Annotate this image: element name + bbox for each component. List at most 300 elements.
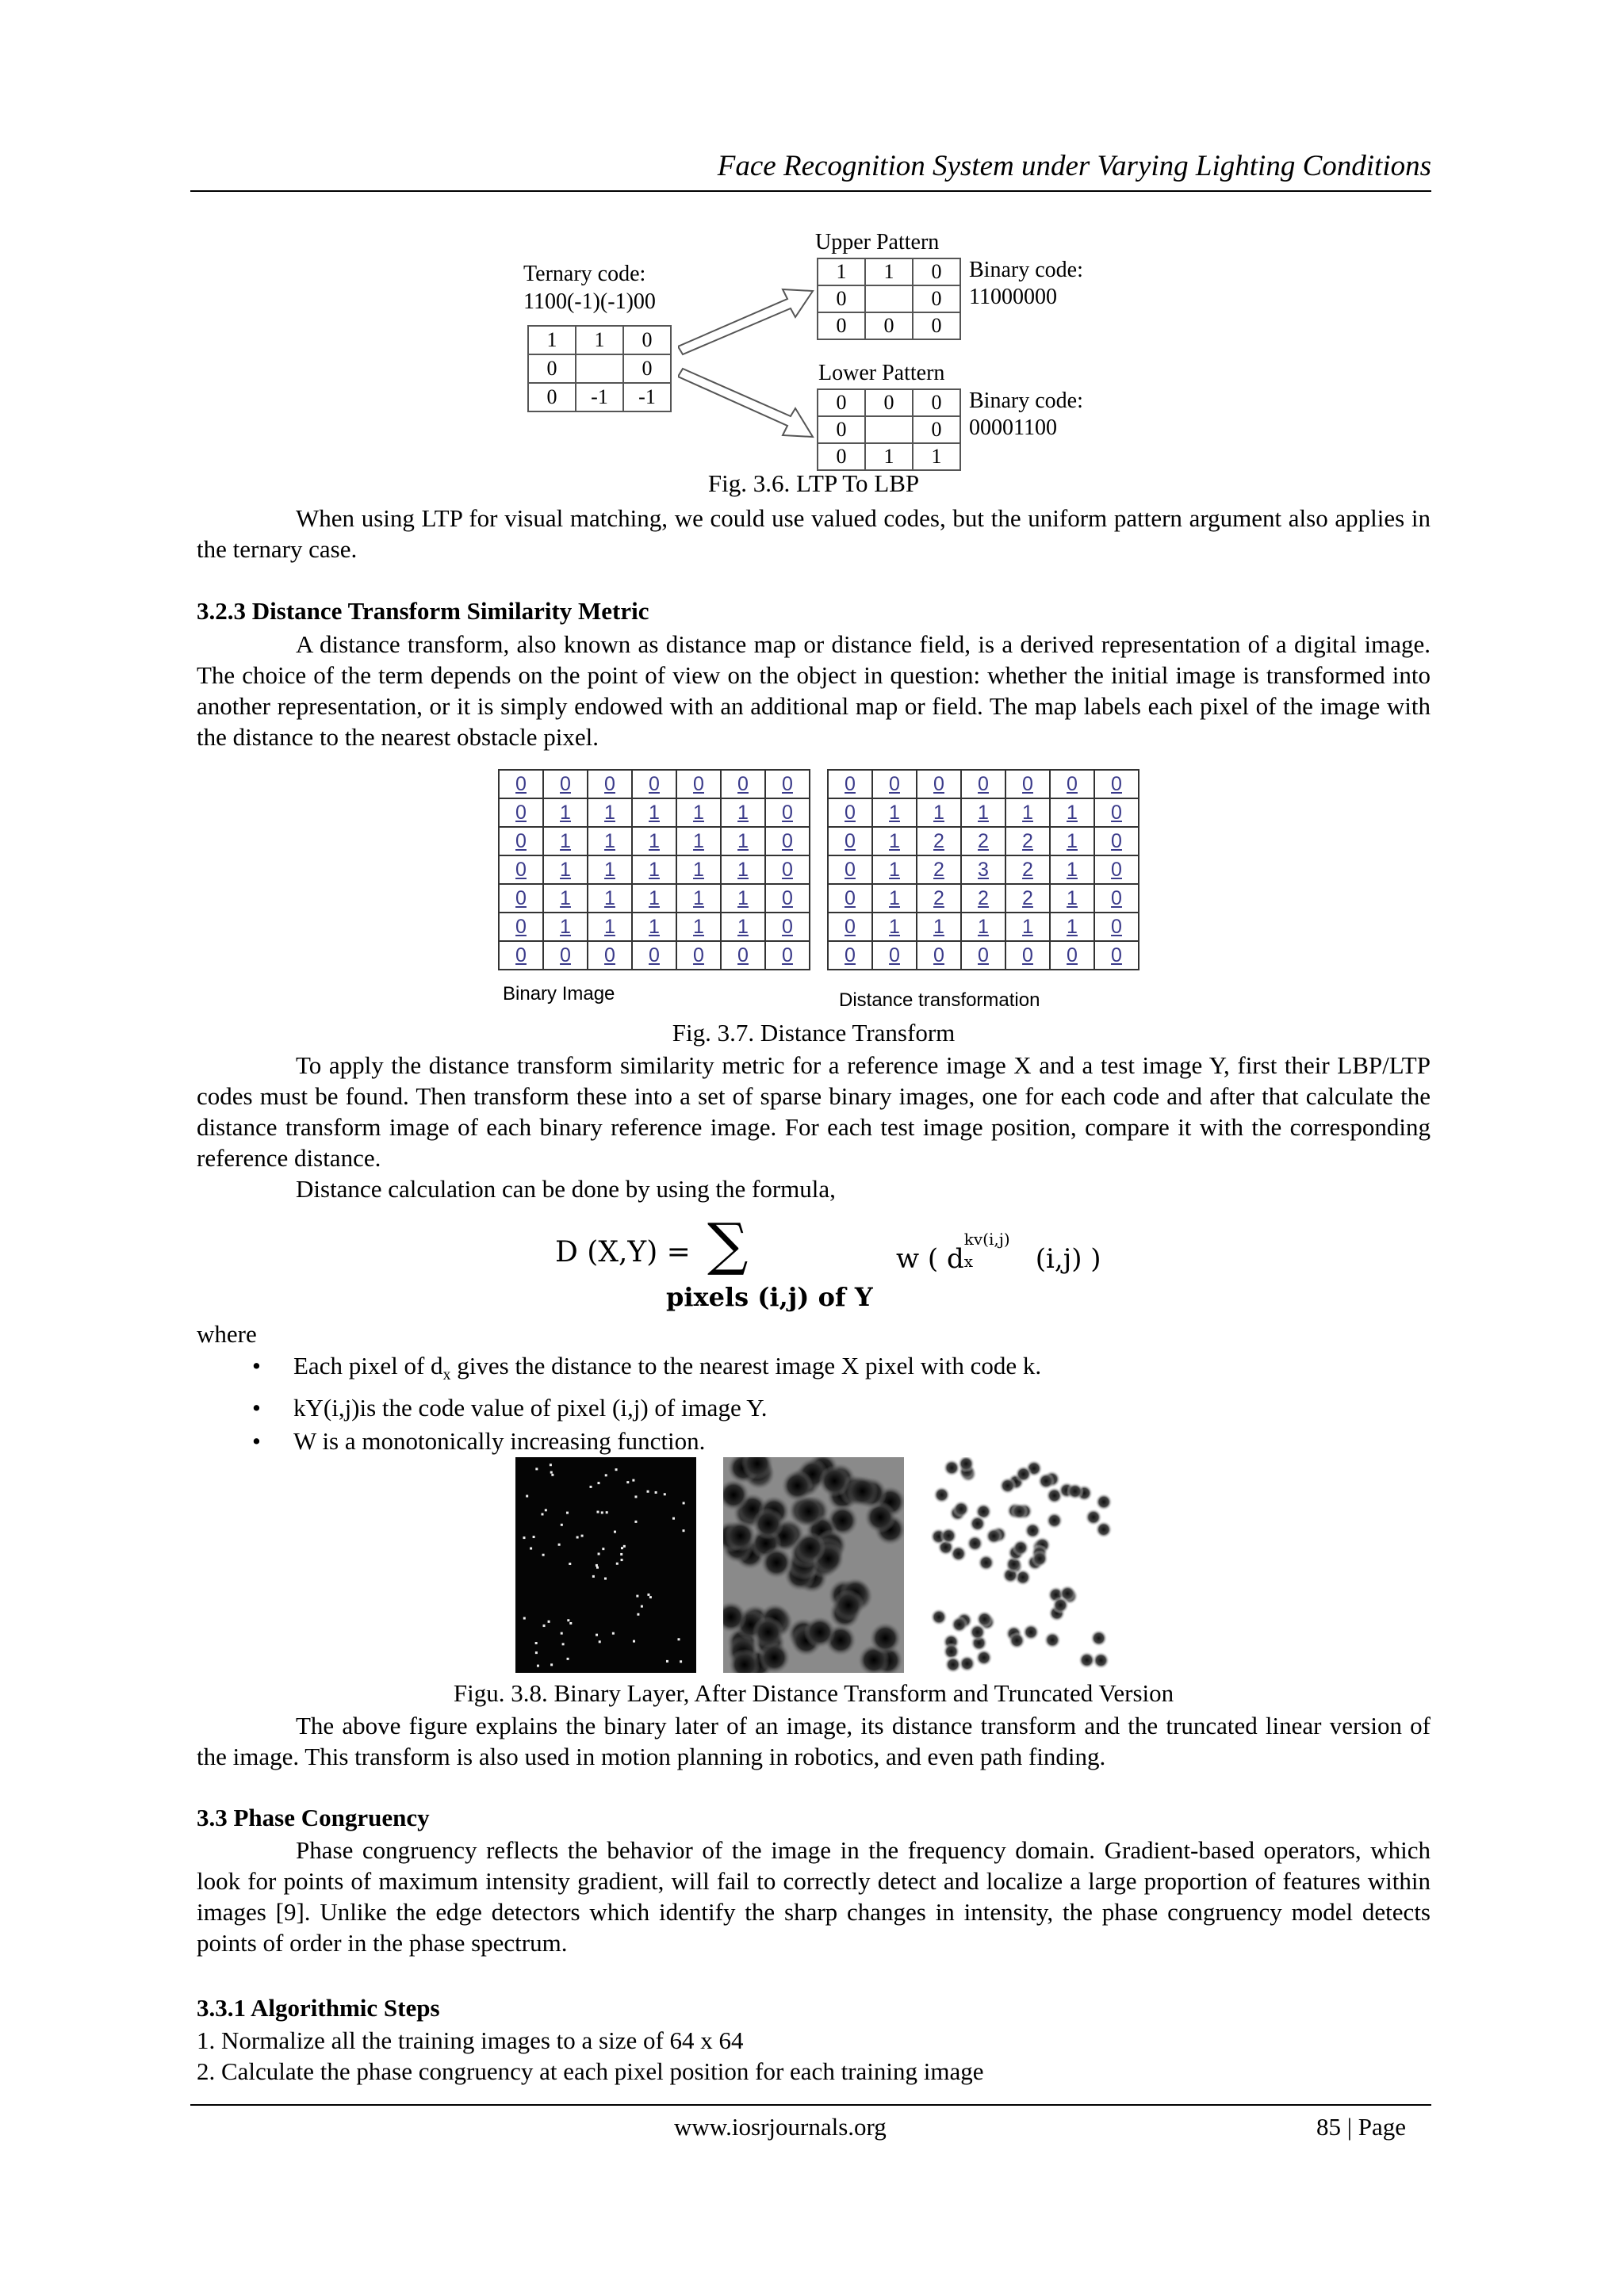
distance-blob — [760, 1547, 792, 1578]
truncated-blob — [944, 1656, 962, 1673]
grid-cell: 1 — [721, 827, 765, 855]
binary-pixel — [535, 1468, 538, 1470]
binary-pixel — [558, 1544, 561, 1546]
grid-row — [528, 383, 671, 411]
distance-blob — [725, 1520, 756, 1552]
grid-cell: 0 — [828, 798, 872, 827]
distance-blob — [818, 1465, 850, 1497]
footer-rule — [190, 2104, 1431, 2106]
grid-cell: 1 — [543, 913, 588, 941]
binary-pixel — [615, 1468, 618, 1471]
binary-pixel — [634, 1521, 637, 1523]
grid-cell: 1 — [917, 798, 961, 827]
running-header: Face Recognition System under Varying Lighting Conditions — [717, 150, 1431, 182]
grid-cell: 1 — [676, 855, 721, 884]
grid-cell: 0 — [765, 827, 810, 855]
truncated-blob — [1095, 1493, 1113, 1510]
grid-cell: 0 — [1050, 770, 1094, 798]
upper-binary-label: Binary code: — [969, 258, 1083, 282]
binary-pixel — [523, 1617, 526, 1620]
grid-cell: 2 — [917, 827, 961, 855]
grid-cell: 0 — [765, 855, 810, 884]
grid-cell: 0 — [543, 941, 588, 970]
grid-cell: 1 — [676, 913, 721, 941]
definition-item: • kY(i,j)is the code value of pixel (i,j) of image Y. — [197, 1391, 1431, 1425]
paragraph-figure-explanation: The above figure explains the binary later of an image, its distance transform and the truncated linear version of the image. This transform is also used in motion planning in robotics, and even path finding. — [197, 1712, 1431, 1770]
binary-pixel — [566, 1512, 569, 1514]
binary-pixel — [621, 1559, 623, 1561]
distance-transformation-label: Distance transformation — [839, 989, 1040, 1011]
grid-cell: 1 — [872, 798, 917, 827]
binary-pixel — [612, 1632, 615, 1635]
grid-row — [528, 354, 671, 383]
grid-cell: 0 — [828, 855, 872, 884]
grid-cell: 0 — [499, 884, 543, 913]
distance-blob — [753, 1617, 784, 1648]
binary-pixel — [601, 1511, 603, 1513]
grid-cell: 1 — [588, 884, 632, 913]
truncated-blob — [1031, 1550, 1048, 1567]
binary-pixel — [599, 1640, 601, 1643]
binary-pixel — [526, 1495, 528, 1498]
grid-cell: 1 — [588, 855, 632, 884]
grid-cell: 0 — [913, 416, 960, 443]
binary-pixel — [598, 1552, 600, 1555]
binary-pixel — [605, 1474, 607, 1476]
binary-pixel — [682, 1529, 684, 1532]
grid-cell: 1 — [872, 884, 917, 913]
distance-blob — [847, 1475, 879, 1507]
binary-pixel — [637, 1613, 639, 1616]
lower-pattern-label: Lower Pattern — [818, 361, 945, 385]
grid-row — [818, 258, 960, 285]
grid-cell: 0 — [961, 770, 1005, 798]
grid-cell: 0 — [765, 913, 810, 941]
where-label: where — [197, 1320, 257, 1348]
truncated-blob — [999, 1477, 1017, 1494]
bullet-icon: • — [252, 1394, 261, 1422]
binary-pixel — [614, 1531, 616, 1533]
binary-pixel — [561, 1632, 563, 1635]
truncated-blob — [1067, 1483, 1084, 1500]
truncated-blob — [1046, 1512, 1063, 1529]
binary-pixel — [634, 1495, 637, 1498]
binary-pixel — [550, 1663, 553, 1666]
grid-cell: 0 — [913, 312, 960, 339]
grid-cell: 0 — [528, 354, 576, 383]
truncated-blob — [975, 1649, 993, 1667]
grid-cell: 0 — [499, 798, 543, 827]
truncated-blob — [940, 1527, 957, 1544]
binary-pixel — [666, 1660, 668, 1663]
binary-pixel — [562, 1643, 565, 1645]
grid-cell: 3 — [961, 855, 1005, 884]
grid-cell: 2 — [1005, 827, 1050, 855]
grid-cell: 0 — [1094, 913, 1139, 941]
section-heading-3-2-3: 3.2.3 Distance Transform Similarity Metric — [197, 597, 649, 625]
figure-ltp-to-lbp — [500, 230, 1118, 472]
grid-row — [499, 798, 810, 827]
binary-layer-image — [515, 1457, 696, 1673]
binary-pixel — [561, 1524, 563, 1526]
grid-cell: 0 — [828, 827, 872, 855]
grid-cell: 1 — [721, 798, 765, 827]
truncated-version-image — [931, 1457, 1118, 1673]
grid-cell: 0 — [1094, 941, 1139, 970]
grid-cell: 1 — [632, 884, 676, 913]
grid-cell: 1 — [588, 827, 632, 855]
binary-pixel — [633, 1640, 635, 1643]
grid-cell: 2 — [1005, 855, 1050, 884]
footer-url-link[interactable]: www.iosrjournals.org — [674, 2113, 887, 2141]
grid-row — [499, 913, 810, 941]
distance-blob — [794, 1532, 825, 1563]
footer-page-number: 85 | Page — [1316, 2113, 1406, 2141]
binary-pixel — [551, 1474, 553, 1476]
binary-pixel — [523, 1536, 525, 1539]
grid-cell: 1 — [676, 827, 721, 855]
grid-cell: 1 — [818, 258, 865, 285]
lower-pattern-grid — [817, 388, 961, 471]
grid-cell: 1 — [872, 913, 917, 941]
truncated-blob — [1024, 1522, 1041, 1540]
paragraph-formula-intro: Distance calculation can be done by using the formula, — [296, 1175, 836, 1203]
algorithm-step-1: 1. Normalize all the training images to a size of 64 x 64 — [197, 2026, 744, 2054]
formula-sum-index: pixels (i,j) of Y — [666, 1282, 873, 1312]
truncated-blob — [952, 1500, 970, 1517]
grid-cell: 0 — [913, 258, 960, 285]
binary-pixel — [543, 1624, 546, 1627]
truncated-blob — [1090, 1629, 1108, 1647]
binary-pixel — [548, 1621, 550, 1623]
truncated-blob — [1051, 1597, 1069, 1614]
grid-cell: 0 — [961, 941, 1005, 970]
grid-row — [828, 855, 1139, 884]
binary-pixel — [680, 1660, 682, 1663]
grid-row — [828, 798, 1139, 827]
grid-cell: 0 — [865, 312, 913, 339]
grid-row — [528, 326, 671, 354]
truncated-blob — [1022, 1624, 1040, 1641]
binary-pixel — [590, 1486, 592, 1488]
formula-lhs: D (X,Y) = — [555, 1236, 691, 1269]
binary-pixel — [677, 1638, 680, 1640]
binary-pixel — [533, 1536, 535, 1538]
lower-binary-value: 00001100 — [969, 415, 1057, 440]
grid-cell: 0 — [632, 941, 676, 970]
ternary-grid — [527, 325, 672, 412]
binary-pixel — [683, 1502, 685, 1504]
grid-row — [499, 941, 810, 970]
distance-blob — [804, 1617, 836, 1648]
binary-pixel — [655, 1491, 657, 1494]
binary-pixel — [535, 1642, 538, 1644]
grid-cell: 1 — [865, 443, 913, 470]
grid-row — [818, 416, 960, 443]
grid-cell: 0 — [913, 389, 960, 416]
grid-cell: 1 — [528, 326, 576, 354]
grid-cell: 0 — [828, 770, 872, 798]
distance-transformation-grid — [827, 769, 1139, 970]
binary-pixel — [550, 1464, 552, 1466]
grid-cell: 1 — [721, 884, 765, 913]
grid-cell: 0 — [588, 941, 632, 970]
binary-pixel — [596, 1567, 599, 1569]
header-rule — [190, 190, 1431, 192]
grid-cell: -1 — [576, 383, 623, 411]
grid-cell: 0 — [818, 285, 865, 312]
grid-cell: 1 — [632, 827, 676, 855]
bullet-icon: • — [252, 1352, 261, 1380]
grid-row — [828, 941, 1139, 970]
grid-row — [818, 443, 960, 470]
binary-pixel — [541, 1513, 543, 1515]
grid-cell: 1 — [632, 798, 676, 827]
paragraph-distance-transform: A distance transform, also known as distance map or distance field, is a derived representation of a digital image. The choice of the term depends on the point of view on the object in question: whether the initial image is transformed into another representation, or it is simply endowed with an additional map or field. The map labels each pixel of the image with the distance to the nearest obstacle pixel. — [197, 630, 1431, 751]
grid-cell: 0 — [765, 798, 810, 827]
grid-cell: 1 — [917, 913, 961, 941]
grid-cell: -1 — [623, 383, 671, 411]
binary-pixel — [545, 1509, 547, 1511]
binary-pixel — [672, 1517, 675, 1520]
binary-pixel — [641, 1605, 643, 1608]
grid-cell: 0 — [828, 913, 872, 941]
grid-cell: 0 — [818, 389, 865, 416]
grid-cell: 2 — [961, 884, 1005, 913]
grid-cell: 0 — [1050, 941, 1094, 970]
binary-pixel — [537, 1665, 539, 1667]
grid-cell: 0 — [765, 884, 810, 913]
figure-distance-transform — [498, 769, 1148, 1015]
truncated-blob — [1011, 1502, 1028, 1520]
algorithm-step-2: 2. Calculate the phase congruency at each pixel position for each training image — [197, 2057, 984, 2085]
grid-cell: 1 — [676, 884, 721, 913]
grid-cell: 1 — [913, 443, 960, 470]
grid-cell — [576, 354, 623, 383]
ternary-label: Ternary code: — [523, 262, 646, 286]
grid-cell: 0 — [865, 389, 913, 416]
binary-pixel — [597, 1482, 599, 1484]
grid-cell: 0 — [632, 770, 676, 798]
grid-cell: 0 — [917, 770, 961, 798]
definition-item: • Each pixel of $d_x$ gives the distance to the nearest image X pixel with code k. — [197, 1349, 1431, 1391]
grid-cell: 1 — [1050, 827, 1094, 855]
grid-row — [828, 827, 1139, 855]
distance-blob — [833, 1590, 864, 1621]
grid-cell: 1 — [576, 326, 623, 354]
truncated-blob — [978, 1554, 995, 1571]
grid-cell: 1 — [721, 855, 765, 884]
grid-cell: 1 — [588, 913, 632, 941]
definition-item: • W is a monotonically increasing function. — [197, 1425, 1431, 1458]
grid-cell: 0 — [818, 312, 865, 339]
grid-cell: 2 — [961, 827, 1005, 855]
truncated-blob — [969, 1515, 986, 1533]
binary-pixel — [623, 1545, 626, 1548]
figure-3-7-caption: Fig. 3.7. Distance Transform — [672, 1019, 956, 1047]
binary-pixel — [576, 1536, 579, 1539]
paragraph-ltp-matching: When using LTP for visual matching, we could use valued codes, but the uniform pattern argument also applies in the ternary case. — [197, 504, 1431, 563]
grid-cell: 1 — [1050, 855, 1094, 884]
grid-cell: 1 — [543, 884, 588, 913]
grid-cell: 0 — [721, 770, 765, 798]
binary-pixel — [596, 1564, 598, 1567]
grid-cell: 1 — [865, 258, 913, 285]
truncated-blob — [931, 1609, 948, 1626]
grid-cell: 0 — [828, 884, 872, 913]
binary-pixel — [632, 1479, 634, 1482]
binary-pixel — [530, 1548, 532, 1550]
binary-pixel — [647, 1490, 649, 1493]
formula-weight-function: w ( d kv(i,j) x (i,j) ) — [896, 1230, 1101, 1275]
grid-cell: 0 — [528, 383, 576, 411]
truncated-blob — [951, 1616, 968, 1633]
binary-pixel — [542, 1554, 545, 1556]
truncated-blob — [1044, 1632, 1061, 1649]
binary-pixel — [592, 1575, 595, 1578]
binary-pixel — [647, 1594, 649, 1596]
grid-cell: 0 — [872, 941, 917, 970]
paragraph-similarity-metric: To apply the distance transform similarity metric for a reference image X and a test image Y, first their LBP/LTP codes must be found. Then transform these into a set of sparse binary images, one for each code and after that calculate the distance transform image of each binary reference image. For each test image position, compare it with the corresponding reference distance. — [197, 1051, 1431, 1172]
grid-cell: 2 — [917, 884, 961, 913]
grid-cell: 0 — [765, 770, 810, 798]
grid-cell: 0 — [765, 941, 810, 970]
grid-cell: 0 — [872, 770, 917, 798]
binary-pixel — [616, 1563, 619, 1565]
upper-pattern-label: Upper Pattern — [815, 230, 940, 254]
grid-cell: 0 — [499, 827, 543, 855]
binary-image-label: Binary Image — [503, 983, 615, 1004]
grid-cell: 0 — [1005, 770, 1050, 798]
upper-binary-value: 11000000 — [969, 285, 1057, 309]
conversion-arrows-icon — [678, 281, 821, 448]
truncated-blob — [969, 1624, 986, 1641]
binary-pixel — [535, 1651, 538, 1654]
binary-pixel — [636, 1595, 638, 1598]
truncated-blob — [1085, 1509, 1102, 1526]
grid-cell: 1 — [1005, 913, 1050, 941]
grid-cell: 1 — [1050, 913, 1094, 941]
truncated-blob — [1015, 1465, 1032, 1483]
grid-cell — [865, 285, 913, 312]
binary-pixel — [602, 1548, 604, 1550]
grid-cell: 0 — [588, 770, 632, 798]
grid-cell: 1 — [676, 798, 721, 827]
grid-row — [499, 770, 810, 798]
ternary-value: 1100(-1)(-1)00 — [523, 289, 656, 314]
grid-cell: 2 — [1005, 884, 1050, 913]
paragraph-phase-congruency: Phase congruency reflects the behavior of the image in the frequency domain. Gradient-based operators, which look for points of maximum intensity gradient, will fail to correctly detect and localize a large proportion of features within images [9]. Unlike the edge detectors which identify the sharp changes in intensity, the phase congruency model detects points of order in the phase spectrum. — [197, 1836, 1431, 1957]
grid-cell: 0 — [1005, 941, 1050, 970]
grid-cell: 0 — [676, 770, 721, 798]
grid-cell: 0 — [623, 354, 671, 383]
truncated-blob — [1012, 1539, 1029, 1556]
figure-3-8-caption: Figu. 3.8. Binary Layer, After Distance Transform and Truncated Version — [453, 1679, 1174, 1707]
binary-pixel — [649, 1596, 652, 1598]
grid-row — [828, 884, 1139, 913]
grid-cell: 1 — [961, 913, 1005, 941]
section-heading-3-3-1: 3.3.1 Algorithmic Steps — [197, 1994, 440, 2022]
grid-cell: 0 — [1094, 770, 1139, 798]
grid-cell: 2 — [917, 855, 961, 884]
grid-cell: 0 — [917, 941, 961, 970]
grid-row — [499, 855, 810, 884]
binary-pixel — [604, 1578, 607, 1580]
grid-row — [818, 285, 960, 312]
grid-cell: 1 — [1005, 798, 1050, 827]
grid-row — [828, 913, 1139, 941]
grid-cell: 1 — [1050, 798, 1094, 827]
grid-cell: 0 — [623, 326, 671, 354]
grid-cell: 1 — [632, 855, 676, 884]
grid-row — [499, 827, 810, 855]
grid-cell: 0 — [676, 941, 721, 970]
upper-pattern-grid — [817, 258, 961, 340]
binary-pixel — [581, 1535, 584, 1537]
grid-cell: 1 — [632, 913, 676, 941]
grid-row — [828, 770, 1139, 798]
bullet-icon: • — [252, 1427, 261, 1456]
truncated-blob — [966, 1535, 983, 1552]
grid-row — [499, 884, 810, 913]
grid-cell: 1 — [543, 827, 588, 855]
binary-pixel — [567, 1619, 569, 1621]
binary-pixel — [596, 1511, 599, 1513]
grid-cell: 0 — [499, 941, 543, 970]
distance-blob — [869, 1622, 901, 1654]
grid-cell: 1 — [872, 827, 917, 855]
binary-pixel — [664, 1493, 666, 1495]
binary-pixel — [569, 1563, 571, 1565]
binary-pixel — [569, 1622, 572, 1624]
formula-sigma: ∑ — [707, 1211, 749, 1277]
grid-cell: 0 — [818, 416, 865, 443]
figure-3-6-caption: Fig. 3.6. LTP To LBP — [707, 469, 920, 497]
grid-row — [818, 389, 960, 416]
binary-pixel — [626, 1481, 629, 1483]
grid-cell: 0 — [1094, 855, 1139, 884]
grid-cell: 0 — [543, 770, 588, 798]
binary-pixel — [567, 1658, 569, 1660]
grid-cell: 0 — [721, 941, 765, 970]
grid-cell: 1 — [543, 855, 588, 884]
binary-image-grid — [498, 769, 810, 970]
binary-pixel — [596, 1634, 598, 1636]
truncated-blob — [985, 1528, 1002, 1545]
grid-cell: 0 — [1094, 884, 1139, 913]
grid-cell: 0 — [499, 770, 543, 798]
truncated-blob — [933, 1487, 951, 1504]
grid-cell: 0 — [828, 941, 872, 970]
grid-cell: 0 — [1094, 827, 1139, 855]
grid-cell: 1 — [721, 913, 765, 941]
grid-cell: 0 — [1094, 798, 1139, 827]
grid-cell: 1 — [872, 855, 917, 884]
distance-transform-image — [723, 1457, 904, 1673]
section-heading-3-3: 3.3 Phase Congruency — [197, 1804, 430, 1831]
truncated-blob — [1078, 1651, 1096, 1669]
grid-cell: 1 — [588, 798, 632, 827]
definition-list — [197, 1349, 1431, 1458]
figure-binary-layers — [515, 1457, 1118, 1673]
lower-binary-label: Binary code: — [969, 388, 1083, 413]
distance-blob — [782, 1470, 814, 1502]
grid-row — [818, 312, 960, 339]
distance-blob — [753, 1508, 784, 1540]
grid-cell: 0 — [499, 913, 543, 941]
distance-formula — [555, 1211, 1126, 1320]
grid-cell: 0 — [818, 443, 865, 470]
